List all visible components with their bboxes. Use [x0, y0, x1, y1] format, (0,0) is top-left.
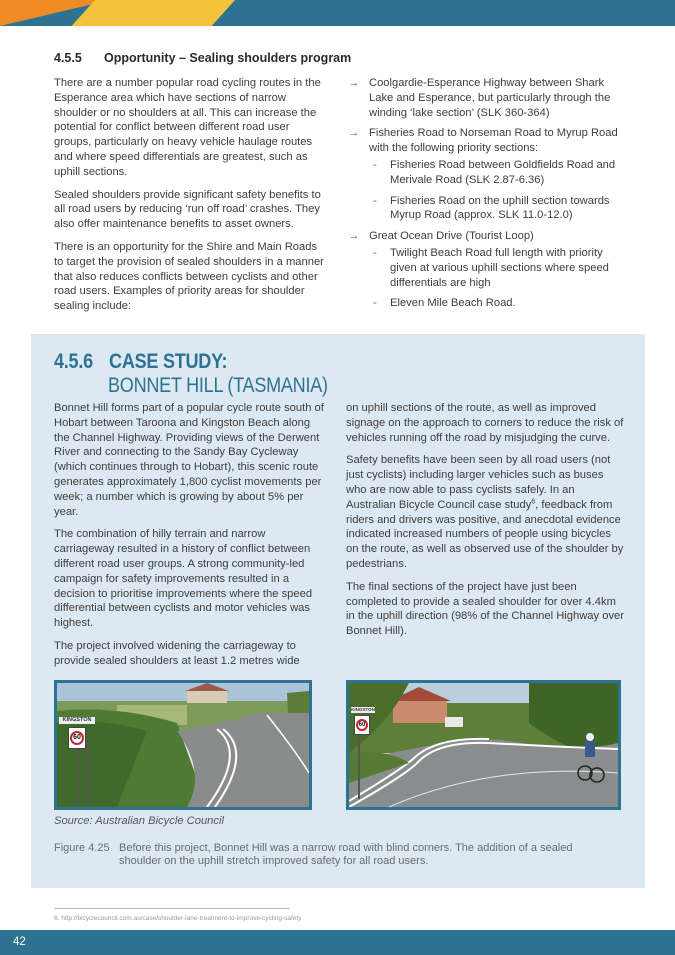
sub-list-item	[369, 246, 626, 290]
dash-icon: -	[373, 246, 377, 259]
road-photo-illustration	[57, 683, 309, 807]
list-item-text: Fisheries Road to Norseman Road to Myrup Road with the following priority sections:	[369, 127, 618, 155]
sub-item-text: Fisheries Road on the uphill section towards Myrup Road (approx. SLK 11.0-12.0)	[390, 194, 610, 222]
paragraph: on uphill sections of the route, as well as improved signage on the approach to corners to reduce the risk of vehicles running off the road by misjudging the curve.	[346, 402, 624, 444]
dash-icon: -	[373, 194, 377, 207]
list-item	[346, 126, 626, 223]
sub-list-item	[369, 296, 626, 311]
footnote-ref[interactable]: 6	[531, 498, 536, 506]
kingston-sign: KINGSTON	[59, 717, 95, 724]
figure-caption	[54, 842, 614, 868]
top-banner	[0, 0, 675, 26]
sub-item-text: Fisheries Road between Goldfields Road and Merivale Road (SLK 2.87-6.36)	[390, 158, 616, 186]
yellow-stripe	[72, 0, 235, 26]
paragraph: The combination of hilly terrain and narrow carriageway resulted in a history of conflict between different road user groups. A strong community-led campaign for safety improvements resulted in a decision to prioritise improvements where the speed differential between cyclists and motor vehicles was highest.	[54, 528, 313, 630]
section-title: Opportunity – Sealing shoulders program	[104, 51, 352, 65]
arrow-right-icon: →	[348, 77, 360, 89]
case-left-column	[54, 401, 324, 677]
case-study-subtitle: BONNET HILL (TASMANIA)	[108, 374, 328, 397]
section-heading-455	[54, 51, 351, 65]
speed-sign	[354, 715, 370, 735]
case-right-column	[346, 401, 624, 647]
paragraph: There is an opportunity for the Shire and Main Roads to target the provision of sealed shoulders in a manner that also reduces conflicts between cyclists and other road users. Examples of priority areas for shoulder sealing include:	[54, 240, 324, 313]
bottom-banner	[0, 930, 675, 955]
speed-sign	[68, 727, 86, 749]
sub-list-item	[369, 158, 626, 188]
footnote[interactable]: 6. http://bicyclecouncil.com.au/case/shoulder-lane-treatment-to-improve-cycling-safety	[54, 915, 302, 922]
list-item-text: Great Ocean Drive (Tourist Loop)	[369, 230, 534, 243]
arrow-right-icon: →	[348, 127, 360, 140]
arrow-right-icon: →	[348, 230, 360, 243]
page-number: 42	[13, 936, 26, 948]
figure-caption-text: Before this project, Bonnet Hill was a narrow road with blind corners. The addition of a sealed shoulder on the uphill stretch improved safety for all road users.	[119, 842, 573, 867]
case-study-heading	[54, 350, 227, 374]
list-item	[346, 76, 626, 120]
speed-limit-sign: 60	[356, 719, 368, 731]
footnote-divider	[54, 908, 290, 909]
kingston-sign: KINGSTON	[351, 707, 375, 712]
dash-icon: -	[373, 297, 377, 310]
list-item	[346, 229, 626, 311]
photo-road-after	[346, 680, 621, 810]
paragraph: Bonnet Hill forms part of a popular cycle route south of Hobart between Taroona and Kingston Beach along the Channel Highway. Providing views of the Derwent River and connecting to the Sandy Bay Cycleway (which continues through to Hobart), this scenic route generates approximately 1,800 cyclist movements per week; a number which is growing by about 5% per year.	[54, 402, 324, 518]
paragraph: There are a number popular road cycling routes in the Esperance area which have sections of narrow shoulder or no shoulders at all. This can increase the potential for conflict between different road user groups, particularly on heavy vehicle haulage routes and where speed differentials are greatest, such as uphill sections.	[54, 77, 321, 178]
sub-list-item	[369, 194, 626, 224]
speed-limit-sign: 60	[70, 731, 84, 745]
section-number: 4.5.5	[54, 51, 82, 65]
priority-areas-list	[346, 76, 626, 317]
road-photo-illustration	[349, 683, 618, 807]
sub-item-text: Twilight Beach Road full length with priority given at various uphill sections where speed differentials are high	[390, 246, 609, 289]
section-number: 4.5.6	[54, 350, 93, 373]
paragraph: The final sections of the project have just been completed to provide a sealed shoulder for over 4.4km in the uphill direction (98% of the Channel Highway over Bonnet Hill).	[346, 580, 624, 638]
paragraph	[346, 453, 624, 571]
figure-label: Figure 4.25	[54, 842, 110, 854]
case-study-title: CASE STUDY:	[109, 350, 228, 373]
photo-source: Source: Australian Bicycle Council	[54, 815, 224, 827]
text-span: , feedback from riders and drivers was positive, and anecdotal evidence indicated increased numbers of people using bicycles on the route, as well as observed use of the shoulder by pedestrians.	[346, 498, 624, 570]
paragraph: Sealed shoulders provide significant safety benefits to all road users by reducing ‘run off road’ crashes. They also offer maintenance benefits to asset owners.	[54, 188, 321, 231]
intro-column	[54, 76, 326, 322]
paragraph: The project involved widening the carriageway to provide sealed shoulders at least 1.2 metres wide	[54, 639, 300, 667]
dash-icon: -	[373, 158, 377, 171]
text-span: Safety benefits have been seen by all road users (not just cyclists) including larger vehicles such as buses who are now able to pass cyclists safely. In an Australian Bicycle Council case study	[346, 454, 611, 511]
photo-road-before	[54, 680, 312, 810]
sub-item-text: Eleven Mile Beach Road.	[390, 297, 516, 310]
list-item-text: Coolgardie-Esperance Highway between Shark Lake and Esperance, but particularly through the winding ‘lake section’ (SLK 360-364)	[369, 77, 611, 119]
